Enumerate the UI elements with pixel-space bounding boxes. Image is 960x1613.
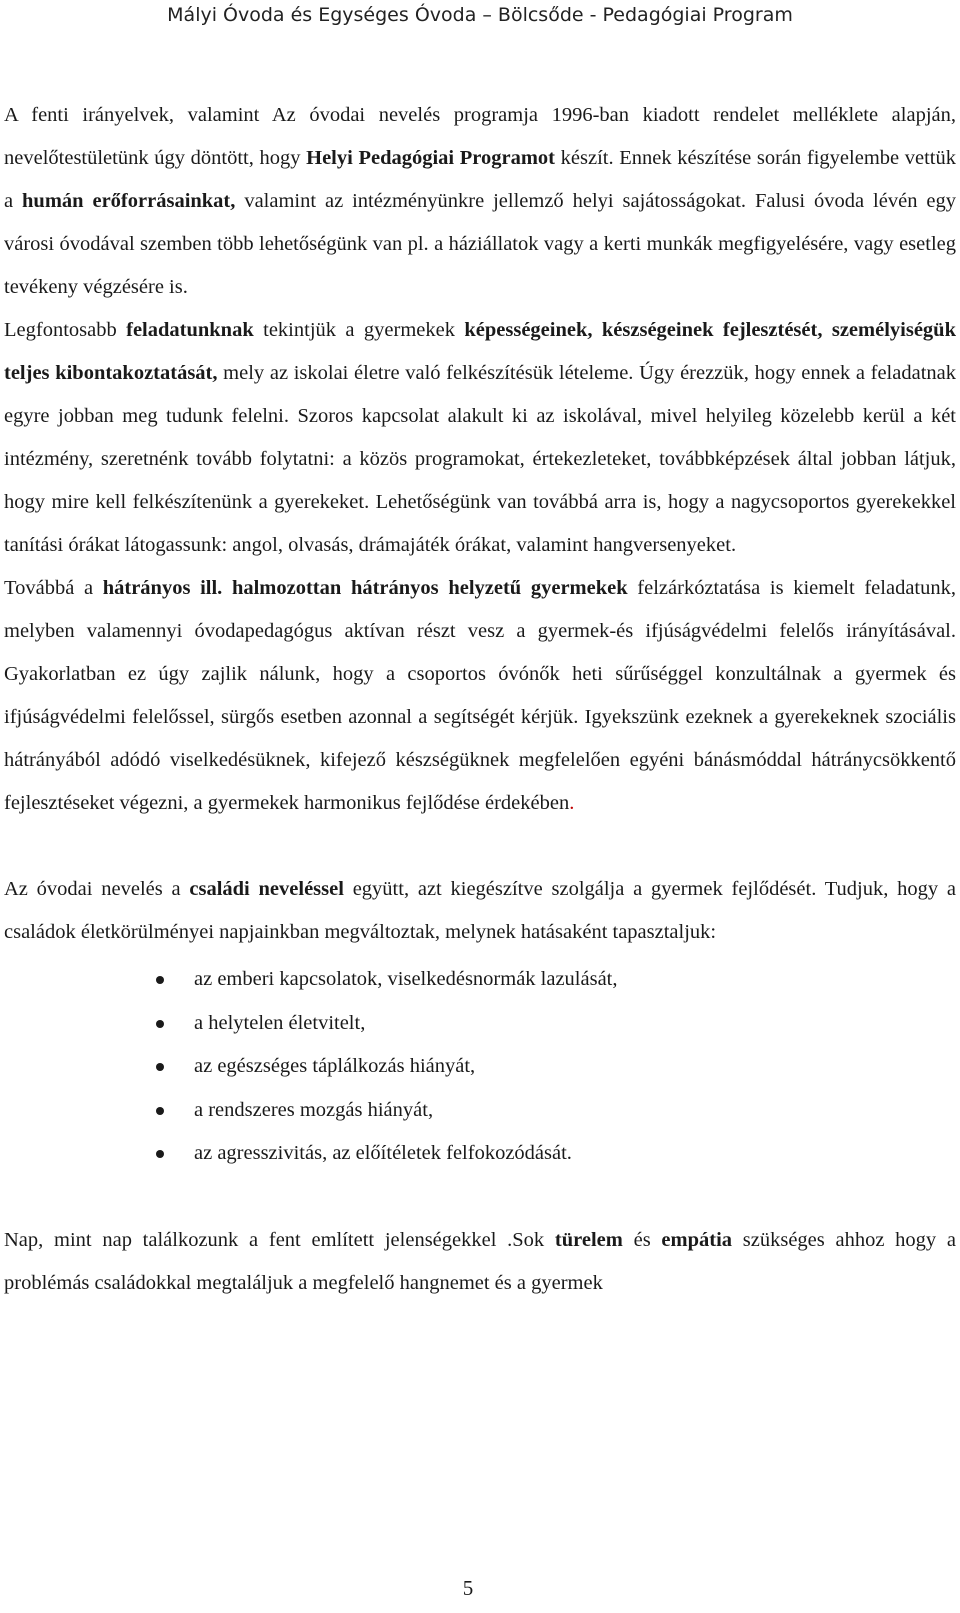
text-run: tekintjük a gyermekek [253, 319, 465, 341]
page-number: 5 [462, 1576, 474, 1600]
bold-run: képességeinek, készségeinek fejlesztését, személyiségük teljes kibontakoztatását, [4, 319, 956, 384]
text-run: együtt, azt kiegészítve szolgálja a gyermek fejlődését. Tudjuk, hogy a családok életkörülményei napjainkban megváltoztak, melynek hatásaként tapasztaljuk: [4, 878, 956, 943]
text-run: felzárkóztatása is kiemelt feladatunk, melyben valamennyi óvodapedagógus aktívan részt vesz a gyermek-és ifjúságvédelmi felelős irányításával. Gyakorlatban ez úgy zajlik nálunk, hogy a csoportos óvónők heti sűrűséggel konzultálnak a gyermek és ifjúságvédelmi felelőssel, sürgős esetben azonnal a segítségét kérjük. Igyekszünk ezeknek a gyerekeknek szociális hátrányából adódó viselkedésüknek, kifejező készségüknek megfelelően egyéni bánásmóddal hátránycsökkentő fejlesztéseket végezni, a gyermekek harmonikus fejlődése érdekében [4, 577, 956, 814]
list-item [4, 958, 956, 1002]
text-run: A fenti irányelvek, valamint Az óvodai nevelés programja 1996-ban kiadott rendelet melléklete alapján, nevelőtestületünk úgy döntött, hogy [4, 104, 956, 169]
paragraph-intro [4, 94, 956, 309]
list-item-text: az agresszivitás, az előítéletek felfokozódását. [194, 1142, 572, 1164]
paragraph-family [4, 868, 956, 954]
list-item [4, 1089, 956, 1133]
text-run: szükséges ahhoz hogy a problémás családokkal megtaláljuk a megfelelő hangnemet és a gyermek [4, 1228, 957, 1294]
text-run: valamint az intézményünkre jellemző helyi sajátosságokat. Falusi óvoda lévén egy városi óvodával szemben több lehetőségünk van pl. a háziállatok vagy a kerti munkák megfigyelésére, vagy esetleg tevékeny végzésére is. [4, 190, 956, 298]
bold-run: feladatunknak [126, 319, 254, 341]
paragraph-tasks [4, 309, 956, 567]
list-item [4, 1132, 956, 1176]
bullet-icon [156, 1150, 164, 1158]
bold-run: családi neveléssel [189, 878, 344, 900]
text-run: és [622, 1228, 662, 1251]
list-item-text: a helytelen életvitelt, [194, 1011, 366, 1034]
bold-run: Helyi Pedagógiai Programot [306, 147, 556, 169]
paragraph-patience [4, 1219, 956, 1305]
list-item-text: az emberi kapcsolatok, viselkedésnormák lazulását, [194, 968, 618, 990]
text-run: Továbbá a [4, 577, 103, 599]
list-item-text: az egészséges táplálkozás hiányát, [194, 1055, 476, 1077]
text-run: Legfontosabb [4, 319, 127, 341]
paragraph-spacer [4, 1176, 956, 1219]
bullet-icon [156, 976, 164, 984]
list-item [4, 1002, 956, 1046]
paragraph-spacer [4, 825, 956, 868]
bold-run: empátia [661, 1228, 733, 1251]
bold-run: hátrányos ill. halmozottan hátrányos helyzetű gyermekek [102, 577, 628, 599]
bullet-icon [156, 1063, 164, 1071]
bullet-icon [156, 1107, 164, 1115]
bold-run: humán erőforrásainkat, [22, 190, 236, 212]
list-item [4, 1045, 956, 1089]
list-item-text: a rendszeres mozgás hiányát, [194, 1098, 434, 1121]
bullet-icon [156, 1020, 164, 1028]
document-body [4, 94, 956, 1305]
bold-run: türelem [554, 1228, 623, 1251]
bullet-list [4, 958, 956, 1176]
text-run: Nap, mint nap találkozunk a fent említett jelenségekkel .Sok [4, 1228, 555, 1251]
text-run: készít. Ennek készítése során figyelembe vettük a [4, 147, 956, 212]
text-run: mely az iskolai életre való felkészítésük lételeme. Úgy érezzük, hogy ennek a feladatnak egyre jobban meg tudunk felelni. Szoros kapcsolat alakult ki az iskolával, mivel helyileg közelebb kerül a két intézmény, szeretnénk tovább folytatni: a közös programokat, értekezleteket, továbbképzések által jobban látjuk, hogy mire kell felkészítenünk a gyerekeket. Lehetőségünk van továbbá arra is, hogy a nagycsoportos gyerekekkel tanítási órákat látogassunk: angol, olvasás, drámajáték órákat, valamint hangversenyeket. [4, 362, 956, 556]
paragraph-disadvantaged [4, 567, 956, 825]
page-header: Mályi Óvoda és Egységes Óvoda – Bölcsőde - Pedagógiai Program [167, 4, 793, 26]
text-run: . [569, 792, 575, 814]
text-run: Az óvodai nevelés a [4, 878, 190, 900]
